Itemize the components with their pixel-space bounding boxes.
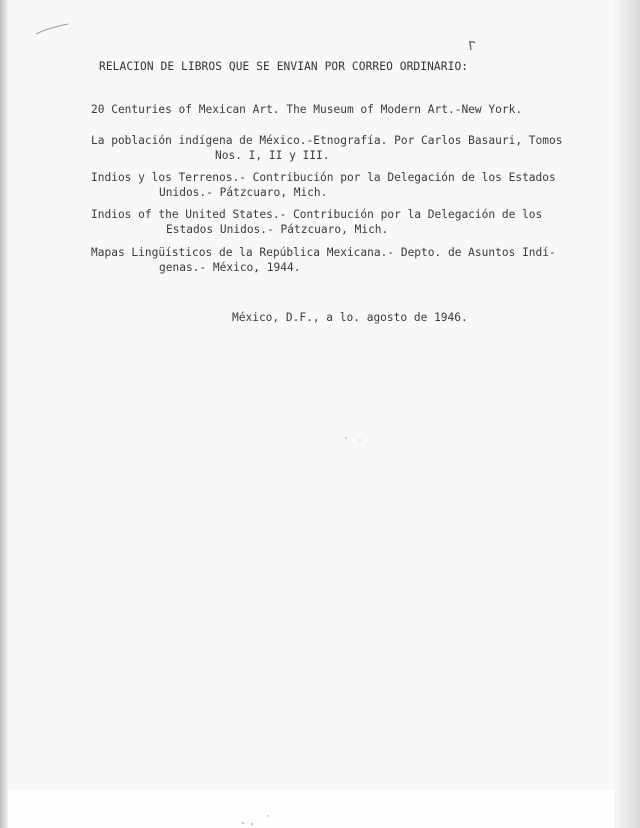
entry-line-continued: genas.- México, 1944. [159,260,301,274]
entry-line: Mapas Lingüísticos de la República Mexicana.- Depto. de Asuntos Indí- [91,246,556,259]
entry-line-continued: Nos. I, II y III. [215,148,330,162]
entry-line: Indios of the United States.- Contribución por la Delegación de los [91,208,543,221]
document-title: RELACION DE LIBROS QUE SE ENVIAN POR CORREO ORDINARIO: [99,60,469,73]
entry-line: Indios y los Terrenos.- Contribución por la Delegación de los Estados [91,171,556,184]
dateline: México, D.F., a lo. agosto de 1946. [232,311,468,324]
entry-line-continued: Estados Unidos.- Pátzcuaro, Mich. [166,222,389,236]
entry-line: La población indígena de México.-Etnografía. Por Carlos Basauri, Tomos [91,134,563,147]
entry-line: 20 Centuries of Mexican Art. The Museum of Modern Art.-New York. [91,103,523,116]
entry-line-continued: Unidos.- Pátzcuaro, Mich. [159,185,328,199]
